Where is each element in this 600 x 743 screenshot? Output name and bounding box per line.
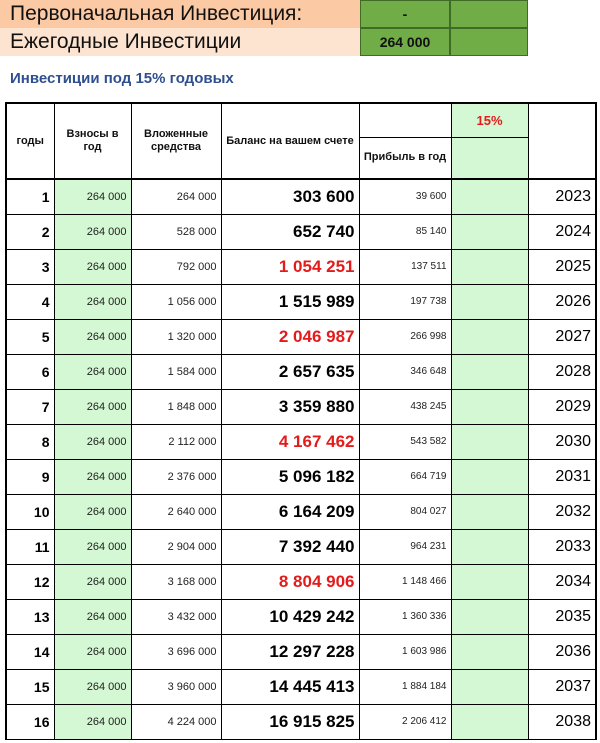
profit-cell: 438 245: [359, 389, 451, 424]
calendar-year-cell: 2025: [528, 249, 596, 284]
row-index: 9: [6, 459, 54, 494]
row-index: 8: [6, 424, 54, 459]
balance-cell: 303 600: [221, 179, 359, 214]
rate-fill-cell[interactable]: [451, 319, 528, 354]
balance-cell: 1 054 251: [221, 249, 359, 284]
balance-cell: 5 096 182: [221, 459, 359, 494]
balance-cell: 2 046 987: [221, 319, 359, 354]
invested-cell: 3 696 000: [131, 634, 221, 669]
profit-cell: 1 603 986: [359, 634, 451, 669]
invested-cell: 1 584 000: [131, 354, 221, 389]
header-profit-top: [359, 103, 451, 137]
row-index: 6: [6, 354, 54, 389]
balance-cell: 14 445 413: [221, 669, 359, 704]
contribution-cell[interactable]: 264 000: [54, 389, 131, 424]
row-index: 15: [6, 669, 54, 704]
contribution-cell[interactable]: 264 000: [54, 319, 131, 354]
header-invested: Вложенные средства: [131, 103, 221, 179]
table-row: [6, 669, 596, 704]
contribution-cell[interactable]: 264 000: [54, 214, 131, 249]
contribution-cell[interactable]: 264 000: [54, 529, 131, 564]
table-row: [6, 529, 596, 564]
profit-cell: 964 231: [359, 529, 451, 564]
invested-cell: 528 000: [131, 214, 221, 249]
table-row: [6, 599, 596, 634]
balance-cell: 12 297 228: [221, 634, 359, 669]
profit-cell: 346 648: [359, 354, 451, 389]
calendar-year-cell: 2028: [528, 354, 596, 389]
invested-cell: 2 904 000: [131, 529, 221, 564]
annual-investment-label: Ежегодные Инвестиции: [0, 28, 360, 56]
profit-cell: 2 206 412: [359, 704, 451, 739]
summary-block: [0, 0, 600, 56]
balance-cell: 2 657 635: [221, 354, 359, 389]
profit-cell: 266 998: [359, 319, 451, 354]
contribution-cell[interactable]: 264 000: [54, 179, 131, 214]
row-index: 2: [6, 214, 54, 249]
contribution-cell[interactable]: 264 000: [54, 634, 131, 669]
calendar-year-cell: 2031: [528, 459, 596, 494]
rate-fill-cell[interactable]: [451, 529, 528, 564]
row-index: 12: [6, 564, 54, 599]
table-row: [6, 284, 596, 319]
invested-cell: 3 960 000: [131, 669, 221, 704]
rate-fill-cell[interactable]: [451, 249, 528, 284]
profit-cell: 85 140: [359, 214, 451, 249]
table-row: [6, 459, 596, 494]
rate-fill-cell[interactable]: [451, 424, 528, 459]
table-row: [6, 704, 596, 739]
initial-investment-value[interactable]: -: [360, 0, 450, 28]
contribution-cell[interactable]: 264 000: [54, 564, 131, 599]
header-contribution: Взносы в год: [54, 103, 131, 179]
initial-investment-extra-cell[interactable]: [450, 0, 528, 28]
calendar-year-cell: 2026: [528, 284, 596, 319]
profit-cell: 1 360 336: [359, 599, 451, 634]
invested-cell: 264 000: [131, 179, 221, 214]
calendar-year-cell: 2035: [528, 599, 596, 634]
calendar-year-cell: 2034: [528, 564, 596, 599]
balance-cell: 16 915 825: [221, 704, 359, 739]
row-index: 11: [6, 529, 54, 564]
rate-fill-cell[interactable]: [451, 179, 528, 214]
contribution-cell[interactable]: 264 000: [54, 669, 131, 704]
invested-cell: 2 112 000: [131, 424, 221, 459]
invested-cell: 3 432 000: [131, 599, 221, 634]
contribution-cell[interactable]: 264 000: [54, 249, 131, 284]
table-row: [6, 494, 596, 529]
contribution-cell[interactable]: 264 000: [54, 704, 131, 739]
row-index: 7: [6, 389, 54, 424]
table-row: [6, 319, 596, 354]
contribution-cell[interactable]: 264 000: [54, 599, 131, 634]
table-row: [6, 214, 596, 249]
contribution-cell[interactable]: 264 000: [54, 284, 131, 319]
rate-fill-cell[interactable]: [451, 634, 528, 669]
balance-cell: 6 164 209: [221, 494, 359, 529]
annual-investment-extra-cell[interactable]: [450, 28, 528, 56]
rate-fill-cell[interactable]: [451, 214, 528, 249]
invested-cell: 2 376 000: [131, 459, 221, 494]
row-index: 4: [6, 284, 54, 319]
header-rate-fill: [451, 137, 528, 179]
balance-cell: 8 804 906: [221, 564, 359, 599]
balance-cell: 1 515 989: [221, 284, 359, 319]
header-balance: Баланс на вашем счете: [221, 103, 359, 179]
balance-cell: 4 167 462: [221, 424, 359, 459]
row-index: 16: [6, 704, 54, 739]
calendar-year-cell: 2032: [528, 494, 596, 529]
row-index: 5: [6, 319, 54, 354]
table-row: [6, 564, 596, 599]
header-years: годы: [6, 103, 54, 179]
invested-cell: 4 224 000: [131, 704, 221, 739]
table-row: [6, 389, 596, 424]
table-row: [6, 179, 596, 214]
calendar-year-cell: 2033: [528, 529, 596, 564]
row-index: 14: [6, 634, 54, 669]
rate-fill-cell[interactable]: [451, 389, 528, 424]
invested-cell: 2 640 000: [131, 494, 221, 529]
row-index: 10: [6, 494, 54, 529]
invested-cell: 792 000: [131, 249, 221, 284]
balance-cell: 10 429 242: [221, 599, 359, 634]
table-row: [6, 354, 596, 389]
calendar-year-cell: 2027: [528, 319, 596, 354]
contribution-cell[interactable]: 264 000: [54, 494, 131, 529]
invested-cell: 1 320 000: [131, 319, 221, 354]
row-index: 1: [6, 179, 54, 214]
balance-cell: 3 359 880: [221, 389, 359, 424]
row-index: 13: [6, 599, 54, 634]
initial-investment-label: Первоначальная Инвестиция:: [0, 0, 360, 28]
profit-cell: 543 582: [359, 424, 451, 459]
rate-fill-cell[interactable]: [451, 459, 528, 494]
rate-fill-cell[interactable]: [451, 494, 528, 529]
calendar-year-cell: 2023: [528, 179, 596, 214]
header-profit: Прибыль в год: [359, 137, 451, 179]
row-index: 3: [6, 249, 54, 284]
investment-table: [5, 102, 597, 740]
balance-cell: 652 740: [221, 214, 359, 249]
calendar-year-cell: 2030: [528, 424, 596, 459]
calendar-year-cell: 2024: [528, 214, 596, 249]
annual-investment-value[interactable]: 264 000: [360, 28, 450, 56]
invested-cell: 3 168 000: [131, 564, 221, 599]
rate-fill-cell[interactable]: [451, 564, 528, 599]
profit-cell: 197 738: [359, 284, 451, 319]
rate-fill-cell[interactable]: [451, 354, 528, 389]
table-subtitle: Инвестиции под 15% годовых: [10, 70, 234, 87]
rate-fill-cell[interactable]: [451, 704, 528, 739]
calendar-year-cell: 2029: [528, 389, 596, 424]
calendar-year-cell: 2036: [528, 634, 596, 669]
rate-fill-cell[interactable]: [451, 669, 528, 704]
calendar-year-cell: 2037: [528, 669, 596, 704]
header-rate[interactable]: 15%: [451, 103, 528, 137]
rate-fill-cell[interactable]: [451, 284, 528, 319]
table-body: [6, 179, 596, 739]
contribution-cell[interactable]: 264 000: [54, 459, 131, 494]
profit-cell: 39 600: [359, 179, 451, 214]
table-row: [6, 424, 596, 459]
profit-cell: 1 148 466: [359, 564, 451, 599]
balance-cell: 7 392 440: [221, 529, 359, 564]
calendar-year-cell: 2038: [528, 704, 596, 739]
rate-fill-cell[interactable]: [451, 599, 528, 634]
profit-cell: 664 719: [359, 459, 451, 494]
header-calendar-year: [528, 103, 596, 179]
table-row: [6, 249, 596, 284]
profit-cell: 137 511: [359, 249, 451, 284]
profit-cell: 1 884 184: [359, 669, 451, 704]
invested-cell: 1 056 000: [131, 284, 221, 319]
profit-cell: 804 027: [359, 494, 451, 529]
contribution-cell[interactable]: 264 000: [54, 424, 131, 459]
contribution-cell[interactable]: 264 000: [54, 354, 131, 389]
invested-cell: 1 848 000: [131, 389, 221, 424]
table-row: [6, 634, 596, 669]
